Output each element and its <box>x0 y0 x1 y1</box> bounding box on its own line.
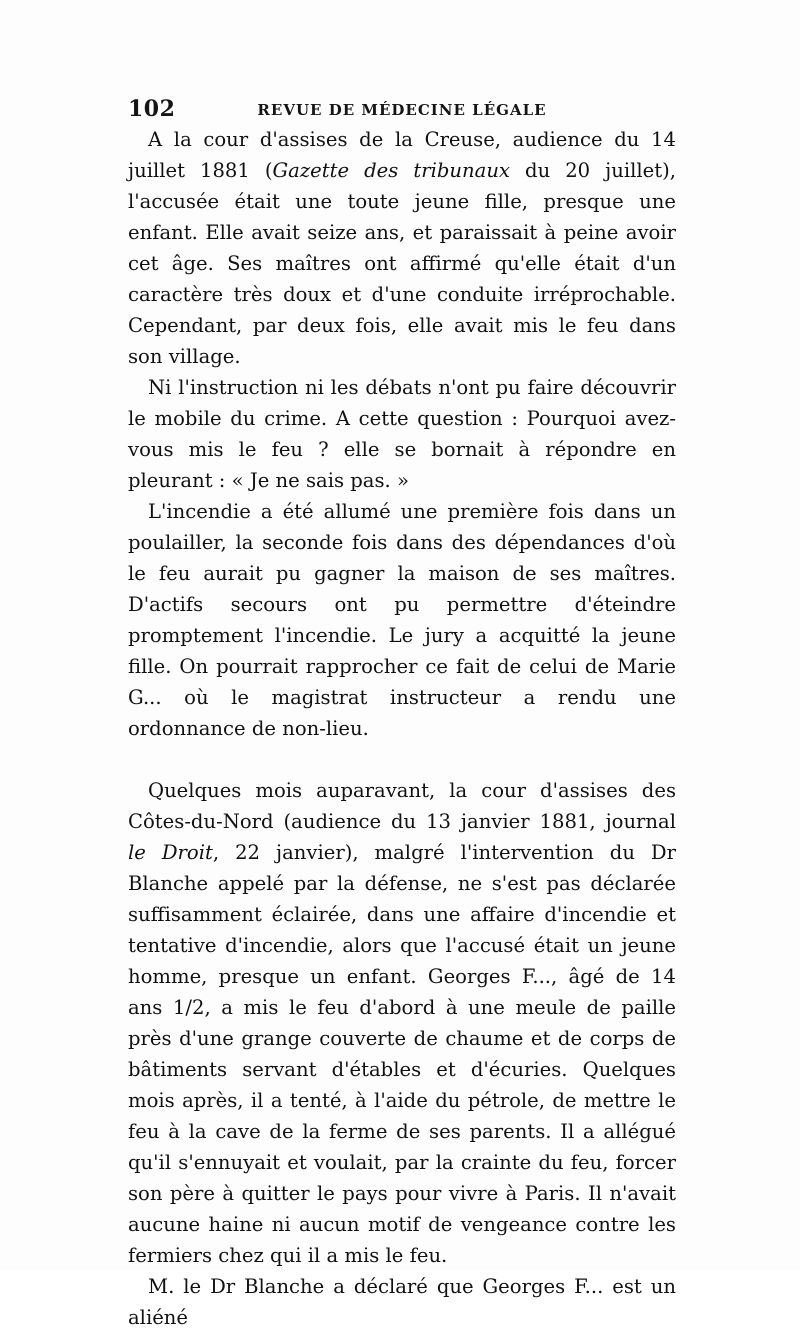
paragraph-4 <box>128 775 676 1271</box>
paragraph-1-text-cont: du 20 juillet), l'accusée était une toute jeune fille, presque une enfant. Elle avait seize ans, et paraissait à peine avoir cet âge. Ses maîtres ont affirmé qu'elle était d'un caractère très doux et d'une conduite irréprochable. Cependant, par deux fois, elle avait mis le feu dans son village. <box>128 159 676 368</box>
page-number: 102 <box>128 96 176 122</box>
paragraph-4-text: Quelques mois auparavant, la cour d'assises des Côtes-du-Nord (audience du 13 janvier 1881, journal <box>128 779 676 833</box>
paragraph-3-text: L'incendie a été allumé une première fois dans un poulailler, la seconde fois dans des dépendances d'où le feu aurait pu gagner la maison de ses maîtres. D'actifs secours ont pu permettre d'éteindre promptement l'incendie. Le jury a acquitté la jeune fille. On pourrait rapprocher ce fait de celui de Marie G... où le magistrat instructeur a rendu une ordonnance de non-lieu. <box>128 500 676 740</box>
paragraph-2 <box>128 372 676 496</box>
paragraph-2-text: Ni l'instruction ni les débats n'ont pu faire découvrir le mobile du crime. A cette question : Pourquoi avez-vous mis le feu ? elle se bornait à répondre en pleurant : « Je ne sais pas. » <box>128 376 676 492</box>
body-text <box>128 124 676 1333</box>
paragraph-5-text: M. le Dr Blanche a déclaré que Georges F... est un aliéné <box>128 1275 676 1329</box>
paragraph-1 <box>128 124 676 372</box>
paragraph-4-text-cont: , 22 janvier), malgré l'intervention du Dr Blanche appelé par la défense, ne s'est pas déclarée suffisamment éclairée, dans une affaire d'incendie et tentative d'incendie, alors que l'accusé était un jeune homme, presque un enfant. Georges F..., âgé de 14 ans 1/2, a mis le feu d'abord à une meule de paille près d'une grange couverte de chaume et de corps de bâtiments servant d'étables et d'écuries. Quelques mois après, il a tenté, à l'aide du pétrole, de mettre le feu à la cave de la ferme de ses parents. Il a allégué qu'il s'ennuyait et voulait, par la crainte du feu, forcer son père à quitter le pays pour vivre à Paris. Il n'avait aucune haine ni aucun motif de vengeance contre les fermiers chez qui il a mis le feu. <box>128 841 677 1267</box>
paragraph-1-text: A la cour d'assises de la Creuse, audience du 14 juillet 1881 ( <box>128 128 676 182</box>
page-header <box>128 96 676 126</box>
running-title: REVUE DE MÉDECINE LÉGALE <box>257 101 547 119</box>
paragraph-3 <box>128 496 676 744</box>
paragraph-5 <box>128 1271 676 1333</box>
paragraph-4-italic: le Droit <box>128 841 213 864</box>
paragraph-1-italic: Gazette des tribunaux <box>272 159 510 182</box>
